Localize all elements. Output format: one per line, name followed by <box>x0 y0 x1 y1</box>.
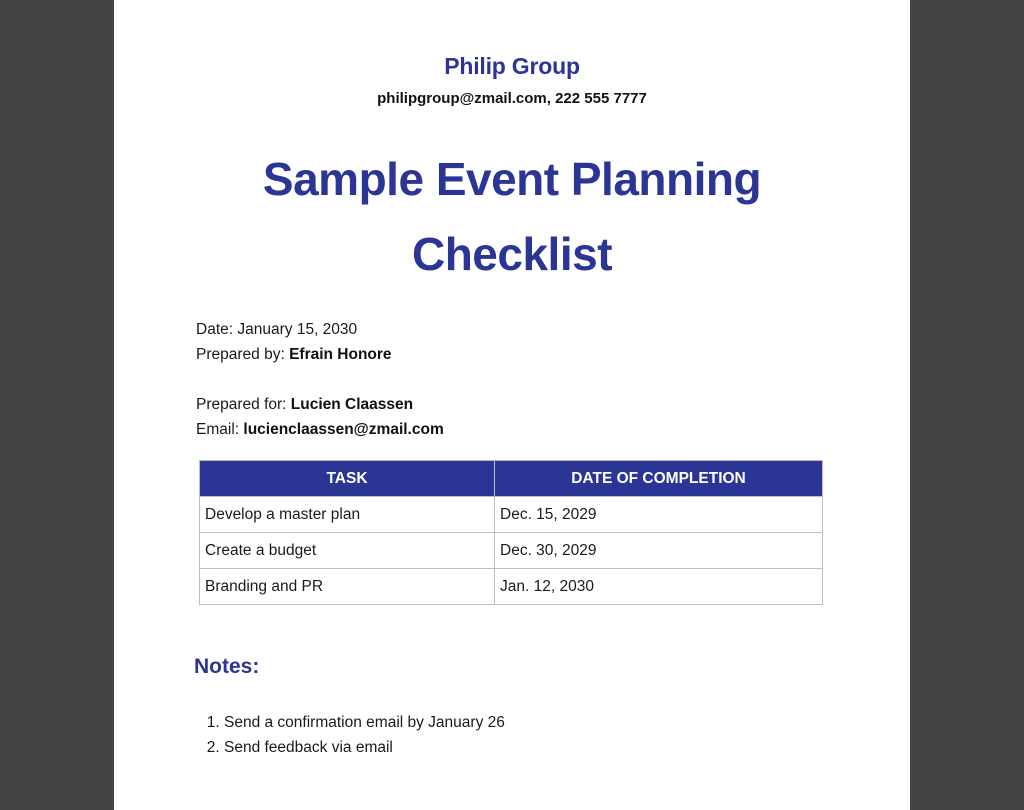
date-label: Date: <box>196 321 234 338</box>
email-label: Email: <box>196 421 240 438</box>
task-cell: Create a budget <box>200 533 495 569</box>
meta-spacer <box>196 367 444 392</box>
document-title <box>114 142 910 292</box>
email-value: lucienclaassen@zmail.com <box>243 421 444 438</box>
notes-heading: Notes: <box>194 655 260 678</box>
prepared-by-label: Prepared by: <box>196 346 285 363</box>
list-item: 1. Send a confirmation email by January 26 <box>224 710 505 735</box>
table-row <box>200 497 823 533</box>
table-row <box>200 533 823 569</box>
column-header-task: TASK <box>200 461 495 497</box>
document-page <box>114 0 910 810</box>
email-line <box>196 417 444 442</box>
date-line <box>196 317 444 342</box>
date-value: January 15, 2030 <box>237 321 358 338</box>
prepared-for-label: Prepared for: <box>196 396 287 413</box>
document-title-line-2: Checklist <box>411 228 613 280</box>
prepared-by-line <box>196 342 444 367</box>
task-cell: Branding and PR <box>200 569 495 605</box>
prepared-for-line <box>196 392 444 417</box>
date-cell: Dec. 30, 2029 <box>495 533 823 569</box>
company-name: Philip Group <box>444 53 580 79</box>
table-header-row <box>200 461 823 497</box>
task-cell: Develop a master plan <box>200 497 495 533</box>
column-header-date: DATE OF COMPLETION <box>495 461 823 497</box>
prepared-for-value: Lucien Claassen <box>290 396 414 413</box>
table-row <box>200 569 823 605</box>
list-item: 2. Send feedback via email <box>224 735 505 760</box>
task-table <box>199 460 823 605</box>
prepared-by-value: Efrain Honore <box>289 346 392 363</box>
date-cell: Dec. 15, 2029 <box>495 497 823 533</box>
document-meta <box>196 317 444 442</box>
date-cell: Jan. 12, 2030 <box>495 569 823 605</box>
company-contact: philipgroup@zmail.com, 222 555 7777 <box>377 90 647 107</box>
notes-list <box>194 710 505 760</box>
document-title-line-1: Sample Event Planning <box>262 153 762 205</box>
